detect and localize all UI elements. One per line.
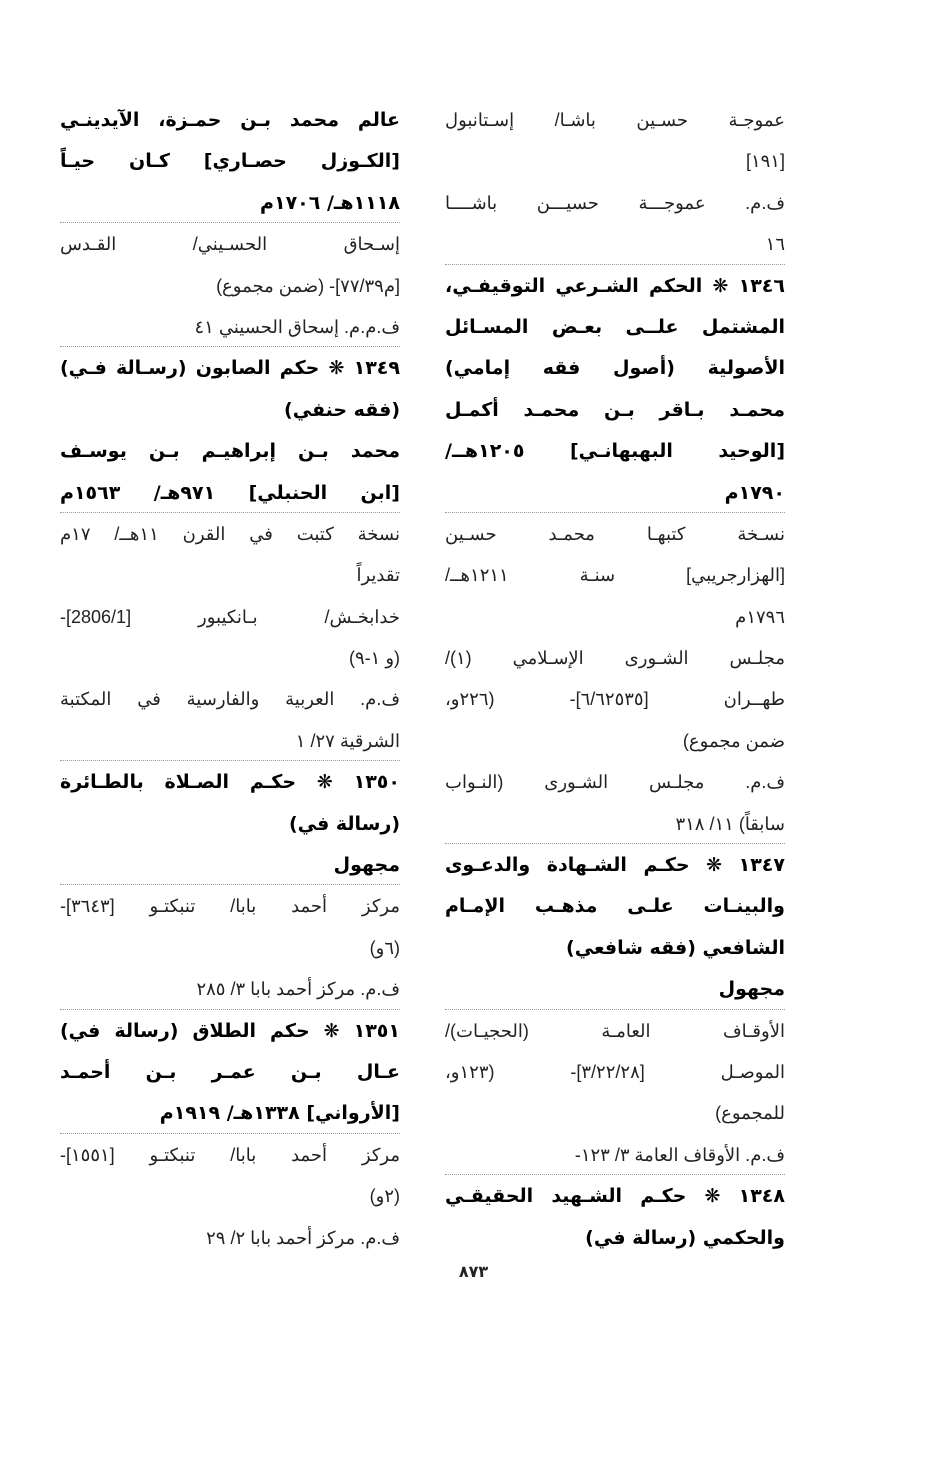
entry-detail-line: ف.م. مركز أحمد بابا ٢/ ٢٩ <box>206 1227 400 1248</box>
entry-heading-line: ١٣٤٩ ❋ حكم الصابون (رسـالة فـي) <box>60 357 400 380</box>
entry-detail-line: ف.م. مركز أحمد بابا ٣/ ٢٨٥ <box>196 979 400 1000</box>
entry-detail-line: الشرقية ٢٧/ ١ <box>295 730 400 751</box>
entry-heading-line: محمد بـن إبراهيـم بـن يوسـف <box>60 440 400 463</box>
entry-heading-line: ١١١٨هـ/ ١٧٠٦م <box>260 191 400 214</box>
entry-heading-line: [ابن الحنبلي] ٩٧١هـ/ ١٥٦٣م <box>60 481 400 504</box>
entry-heading-line: والبينـات علـى مذهـب الإمـام <box>445 895 785 918</box>
entry-detail-line: الموصـل [٣/٢٢/٢٨]- (١٢٣و، <box>445 1061 785 1082</box>
entry-detail-line: (٦و) <box>369 937 400 958</box>
entry-heading-line: ١٣٥١ ❋ حكم الطلاق (رسالة في) <box>60 1019 400 1042</box>
entry-detail-line: سابقاً) ١١/ ٣١٨ <box>675 813 785 834</box>
entry-detail-line: ف.م.م. إسحاق الحسيني ٤١ <box>194 316 400 337</box>
entry-heading-line: ١٣٤٨ ❋ حكـم الشـهيد الحقيقـي <box>445 1185 785 1208</box>
entry-heading-line: [الأرواني] ١٣٣٨هـ/ ١٩١٩م <box>159 1102 400 1125</box>
left-column <box>60 100 400 1259</box>
entry-detail-line: ١٧٩٦م <box>735 606 785 627</box>
entry-detail-line: نسـخة كتبهـا محمـد حسـين <box>445 523 785 544</box>
entry-heading-line: [الوحيد البهبهانـي] ١٢٠٥هــ/ <box>445 440 785 463</box>
entry-heading-line: محمـد بـاقر بـن محمـد أكمـل <box>445 398 785 421</box>
entry-heading-line: ١٣٤٧ ❋ حكـم الشـهادة والدعـوى <box>445 854 785 877</box>
entry-detail-line: [الهزارجريبي] سنـة ١٢١١هــ/ <box>445 565 785 586</box>
entry-detail-line: (٢و) <box>369 1186 400 1207</box>
entry-heading-line: مجهول <box>333 854 400 877</box>
entry-heading-line: والحكمي (رسالة في) <box>585 1226 785 1249</box>
entry-heading-line: [الكـوزل حصـاري] كـان حيـاً <box>60 150 400 173</box>
entry-heading-line: (فقه حنفي) <box>284 398 400 421</box>
entry-heading-line: عالم محمد بـن حمـزة، الآيدينـي <box>60 109 400 131</box>
entry-heading-line: ١٧٩٠م <box>724 481 785 504</box>
entry-heading-line: عـال بـن عمـر بـن أحمـد <box>60 1060 400 1083</box>
entry-detail-line: (و ١-٩) <box>348 648 400 669</box>
entry-detail-line: ف.م. عموجـــة حسيـــن باشــــا <box>445 192 785 213</box>
entry-detail-line: مجلـس الشـورى الإسـلامي (١)/ <box>445 648 785 669</box>
entry-detail-line: تقديراً <box>356 565 400 586</box>
entry-detail-line: عموجـة حسـين باشـا/ إسـتانبول <box>445 110 785 130</box>
entry-heading-line: ١٣٤٦ ❋ الحكم الشـرعي التوقيفـي، <box>445 274 785 297</box>
entry-detail-line: ف.م. العربية والفارسية في المكتبة <box>60 689 400 710</box>
page-number: ٨٧٣ <box>458 1262 489 1281</box>
entry-detail-line: مركز أحمد بابا/ تنبكتـو [٣٦٤٣]- <box>60 896 400 917</box>
entry-detail-line: ضمن مجموع) <box>682 730 785 751</box>
entry-detail-line: الأوقـاف العامـة (الحجيـات)/ <box>445 1020 785 1041</box>
entry-heading-line: المشتمل علــى بعـض المسـائل <box>445 315 785 338</box>
entry-heading-line: ١٣٥٠ ❋ حكـم الصـلاة بالطـائرة <box>60 771 400 794</box>
entry-detail-line: مركز أحمد بابا/ تنبكتـو [١٥٥١]- <box>60 1144 400 1165</box>
entry-detail-line: خدابخـش/ بـانكيبور [2806/1]- <box>60 606 400 627</box>
entry-detail-line: [١٩١] <box>745 151 785 172</box>
entry-detail-line: طهــران [٦/٦٢٥٣٥]- (٢٢٦و، <box>445 689 785 710</box>
entry-detail-line: للمجموع) <box>715 1103 785 1124</box>
dotted-separator <box>445 264 785 265</box>
entry-heading-line: الشافعي (فقه شافعي) <box>566 936 785 959</box>
entry-heading-line: الأصولية (أصول فقه إمامي) <box>445 357 785 380</box>
right-column <box>445 100 785 1259</box>
entry-detail-line: نسخة كتبت في القرن ١١هــ/ ١٧م <box>60 523 400 544</box>
entry-heading-line: مجهول <box>718 978 785 1001</box>
entry-heading-line: (رسالة في) <box>288 812 400 835</box>
entry-detail-line: [م٧٧/٣٩]- (ضمن مجموع) <box>216 275 400 296</box>
entry-detail-line: ١٦ <box>765 234 785 255</box>
entry-detail-line: إسـحاق الحسـيني/ القـدس <box>60 234 400 255</box>
entry-detail-line: ف.م. مجلـس الشـورى (النـواب <box>445 772 785 793</box>
entry-detail-line: ف.م. الأوقاف العامة ٣/ ١٢٣- <box>574 1144 785 1165</box>
